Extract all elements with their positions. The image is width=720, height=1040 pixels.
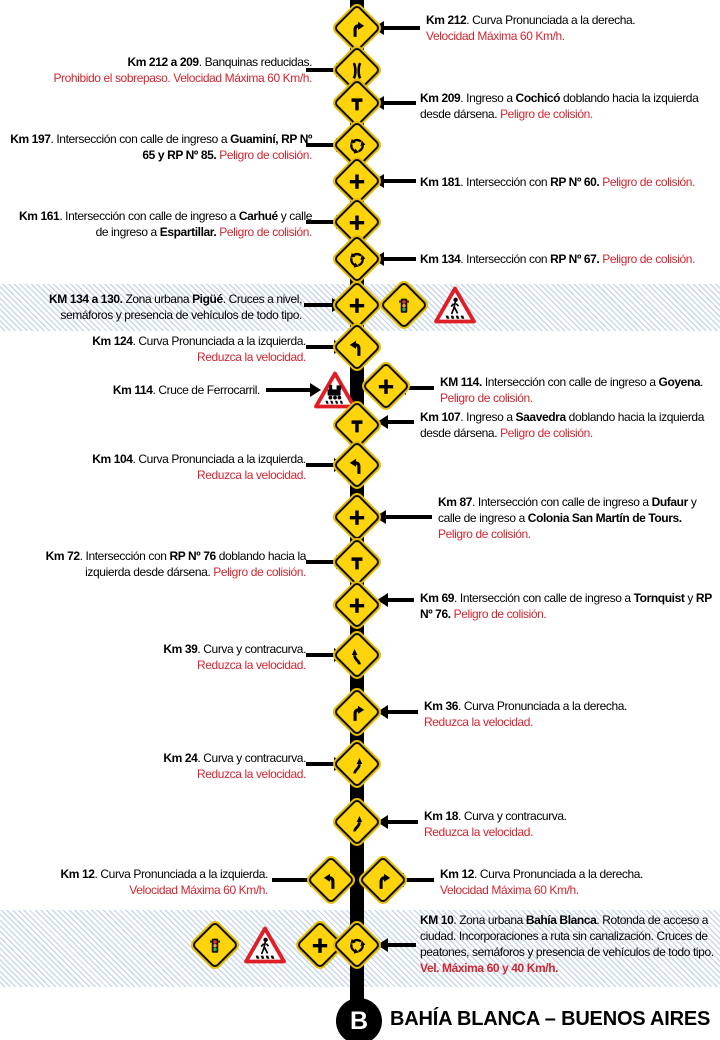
text-segment: doblando hacia la izquierda desde dársena. [420,91,699,121]
text-segment: . Curva y contracurva. [197,642,306,656]
label-km161 [10,208,312,240]
km-marker: Km 18 [424,809,459,823]
collision-warning: Peligro de colisión. [599,175,696,189]
crossroads-sign [362,362,410,410]
km-marker: KM 134 a 130. [49,292,123,306]
curve-left-sign [333,441,381,489]
pointer-arrow [388,420,414,424]
place-name: Goyena [658,375,701,389]
label-km209 [420,90,714,122]
km-marker: Km 212 [426,13,467,27]
km-marker: Km 161 [19,209,60,223]
km-marker: Km 114 [112,383,153,397]
text-segment: . Intersección con calle de ingreso a [50,132,231,146]
km-marker: Km 134 [420,252,461,266]
text-segment: . Rotonda de acceso a ciudad. Incorporaciones a ruta sin canalización. Cruces de peatones, semáforos y presencia de vehículos de todo tipo. [420,913,714,959]
crossroads-sign [333,493,381,541]
collision-warning: Peligro de colisión. [599,252,696,266]
label-km36 [424,698,714,730]
collision-warning: Peligro de colisión. [440,391,533,405]
s-curve-right-sign [333,740,381,788]
collision-warning: Peligro de colisión. [438,527,531,541]
label-km107 [420,409,714,441]
speed-warning: Reduzca la velocidad. [424,715,534,729]
route-title: BAHÍA BLANCA – BUENOS AIRES [390,1008,711,1030]
speed-warning: Prohibido el sobrepaso. Velocidad Máxima 60 Km/h. [53,71,312,85]
pointer-arrow [384,101,416,105]
terminus-letter: B [349,1006,369,1035]
place-name: Saavedra [515,410,566,424]
label-km212 [426,12,714,44]
label-km114-rail [10,382,260,398]
label-km18 [424,808,714,840]
speed-warning: Reduzca la velocidad. [424,825,534,839]
pointer-arrow [388,820,418,824]
curve-right-sign [359,856,407,904]
km-marker: Km 209 [420,91,461,105]
km-marker: Km 181 [420,175,461,189]
place-name: Carhué [238,209,278,223]
pointer-arrow [404,878,434,882]
text-segment: . Cruces a nivel, semáforos y presencia de vehículos de todo tipo. [60,292,302,322]
pointer-arrow [384,26,420,30]
text-segment: . Curva Pronunciada a la derecha. [458,699,627,713]
text-segment: . Intersección con [79,549,170,563]
collision-warning: Peligro de colisión. [216,225,312,239]
text-segment: y calle de ingreso a [438,495,697,525]
text-segment: . Curva Pronunciada a la izquierda. [94,867,268,881]
speed-warning: Reduzca la velocidad. [196,767,306,781]
crossroads-sign [333,581,381,629]
pointer-arrow [388,598,414,602]
speed-warning: Vel. Máxima 60 y 40 Km/h. [420,961,559,975]
pointer-arrow [384,257,416,261]
place-name: Dufaur [651,495,688,509]
text-segment: . Curva Pronunciada a la izquierda. [132,452,306,466]
collision-warning: Peligro de colisión. [500,107,593,121]
pointer-arrow [388,943,416,947]
text-segment: . Curva y contracurva. [458,809,567,823]
km-marker: Km 124 [92,334,133,348]
text-segment: . Zona urbana [453,913,526,927]
text-segment: . Intersección con calle de ingreso a [454,591,634,605]
text-segment: Zona urbana [122,292,193,306]
text-segment: . Ingreso a [460,410,516,424]
label-km134-130-pigue [12,291,302,323]
km-marker: Km 212 a 209 [127,55,199,69]
text-segment: doblando hacia la izquierda desde dársena. [420,410,704,440]
km-marker: KM 114. [440,375,482,389]
pointer-arrow [304,303,332,307]
text-segment: . Intersección con [460,175,551,189]
speed-warning: Reduzca la velocidad. [196,468,306,482]
pointer-arrow [266,388,310,392]
collision-warning: Peligro de colisión. [450,607,547,621]
label-km104 [10,451,306,483]
pointer-arrow [306,345,334,349]
speed-warning: Velocidad Máxima 60 Km/h. [426,29,565,43]
collision-warning: Peligro de colisión. [213,565,306,579]
collision-warning: Peligro de colisión. [216,148,312,162]
route-ref: RP Nº 65 y RP Nº 85. [142,132,312,162]
place-name: Colonia San Martín de Tours. [527,511,682,525]
pointer-arrow [306,653,334,657]
pointer-arrow [386,515,432,519]
place-name: Tornquist [633,591,685,605]
place-name: Cochicó [515,91,561,105]
curve-right-sign [333,688,381,736]
label-km72 [10,548,306,580]
pedestrian-crossing-sign [243,925,287,965]
km-marker: Km 36 [424,699,459,713]
label-km39 [10,641,306,673]
label-km10-bahia-blanca [420,912,716,976]
label-km24 [10,750,306,782]
place-name: Guaminí, [230,132,279,146]
km-marker: Km 69 [420,591,455,605]
km-marker: Km 197 [10,132,51,146]
t-intersection-sign [333,79,381,127]
text-segment: . Curva y contracurva. [197,751,306,765]
route-ref: RP Nº 67. [550,252,600,266]
pointer-arrow [388,710,418,714]
km-marker: Km 107 [420,410,461,424]
km-marker: Km 87 [438,495,473,509]
speed-warning: Velocidad Máxima 60 Km/h. [440,883,579,897]
speed-warning: Reduzca la velocidad. [196,350,306,364]
text-segment: doblando hacia la izquierda desde dársena. [85,549,306,579]
speed-warning: Velocidad Máxima 60 Km/h. [129,883,268,897]
place-name: Bahía Blanca [525,913,597,927]
railroad-crossing-sign [313,370,357,410]
km-marker: Km 72 [45,549,80,563]
km-marker: Km 104 [92,452,133,466]
text-segment: . Intersección con calle de ingreso a [59,209,239,223]
km-marker: Km 12 [60,867,95,881]
text-segment: . Intersección con [460,252,551,266]
text-segment: . Intersección con calle de ingreso a [472,495,652,509]
label-km212-209 [10,54,312,86]
label-km124 [10,333,306,365]
label-km69 [420,590,714,622]
text-segment: . Curva Pronunciada a la derecha. [474,867,643,881]
speed-warning: Reduzca la velocidad. [196,658,306,672]
text-segment: . Curva Pronunciada a la derecha. [466,13,636,27]
label-km87 [438,494,714,542]
text-segment: . [700,375,704,389]
label-km114-goyena [440,374,714,406]
text-segment: . Curva Pronunciada a la izquierda. [132,334,306,348]
km-marker: Km 24 [163,751,198,765]
text-segment: . Cruce de Ferrocarril. [152,383,260,397]
pointer-arrow [306,463,334,467]
pointer-arrow [306,762,334,766]
s-curve-right-sign [333,798,381,846]
text-segment: . Ingreso a [460,91,516,105]
label-km134 [420,251,714,267]
label-km197 [10,131,312,163]
curve-right-sign [333,4,381,52]
label-km12-left [10,866,268,898]
text-segment: . Banquinas reducidas. [198,55,312,69]
roundabout-sign [333,235,381,283]
collision-warning: Peligro de colisión. [500,426,593,440]
km-marker: Km 39 [163,642,198,656]
pointer-arrow [384,179,416,183]
terminus-badge [336,998,382,1040]
curve-left-sign [307,856,355,904]
place-name: Espartillar. [159,225,217,239]
km-marker: Km 12 [440,867,475,881]
text-segment: Intersección con calle de ingreso a [481,375,659,389]
route-ref: RP Nº 76. [420,591,712,621]
pedestrian-crossing-sign [433,285,477,325]
place-name: Pigüé [192,292,223,306]
s-curve-left-sign [333,631,381,679]
route-ref: RP Nº 76 [169,549,216,563]
label-km12-right [440,866,712,898]
route-ref: RP Nº 60. [550,175,600,189]
km-marker: KM 10 [420,913,454,927]
crossroads-sign [333,157,381,205]
text-segment: y calle de ingreso a [95,209,312,239]
pointer-arrow [272,878,310,882]
t-intersection-sign [333,538,381,586]
label-km181 [420,174,714,190]
pointer-arrow [306,560,336,564]
pointer-arrow [406,386,434,390]
text-segment: y [684,591,696,605]
